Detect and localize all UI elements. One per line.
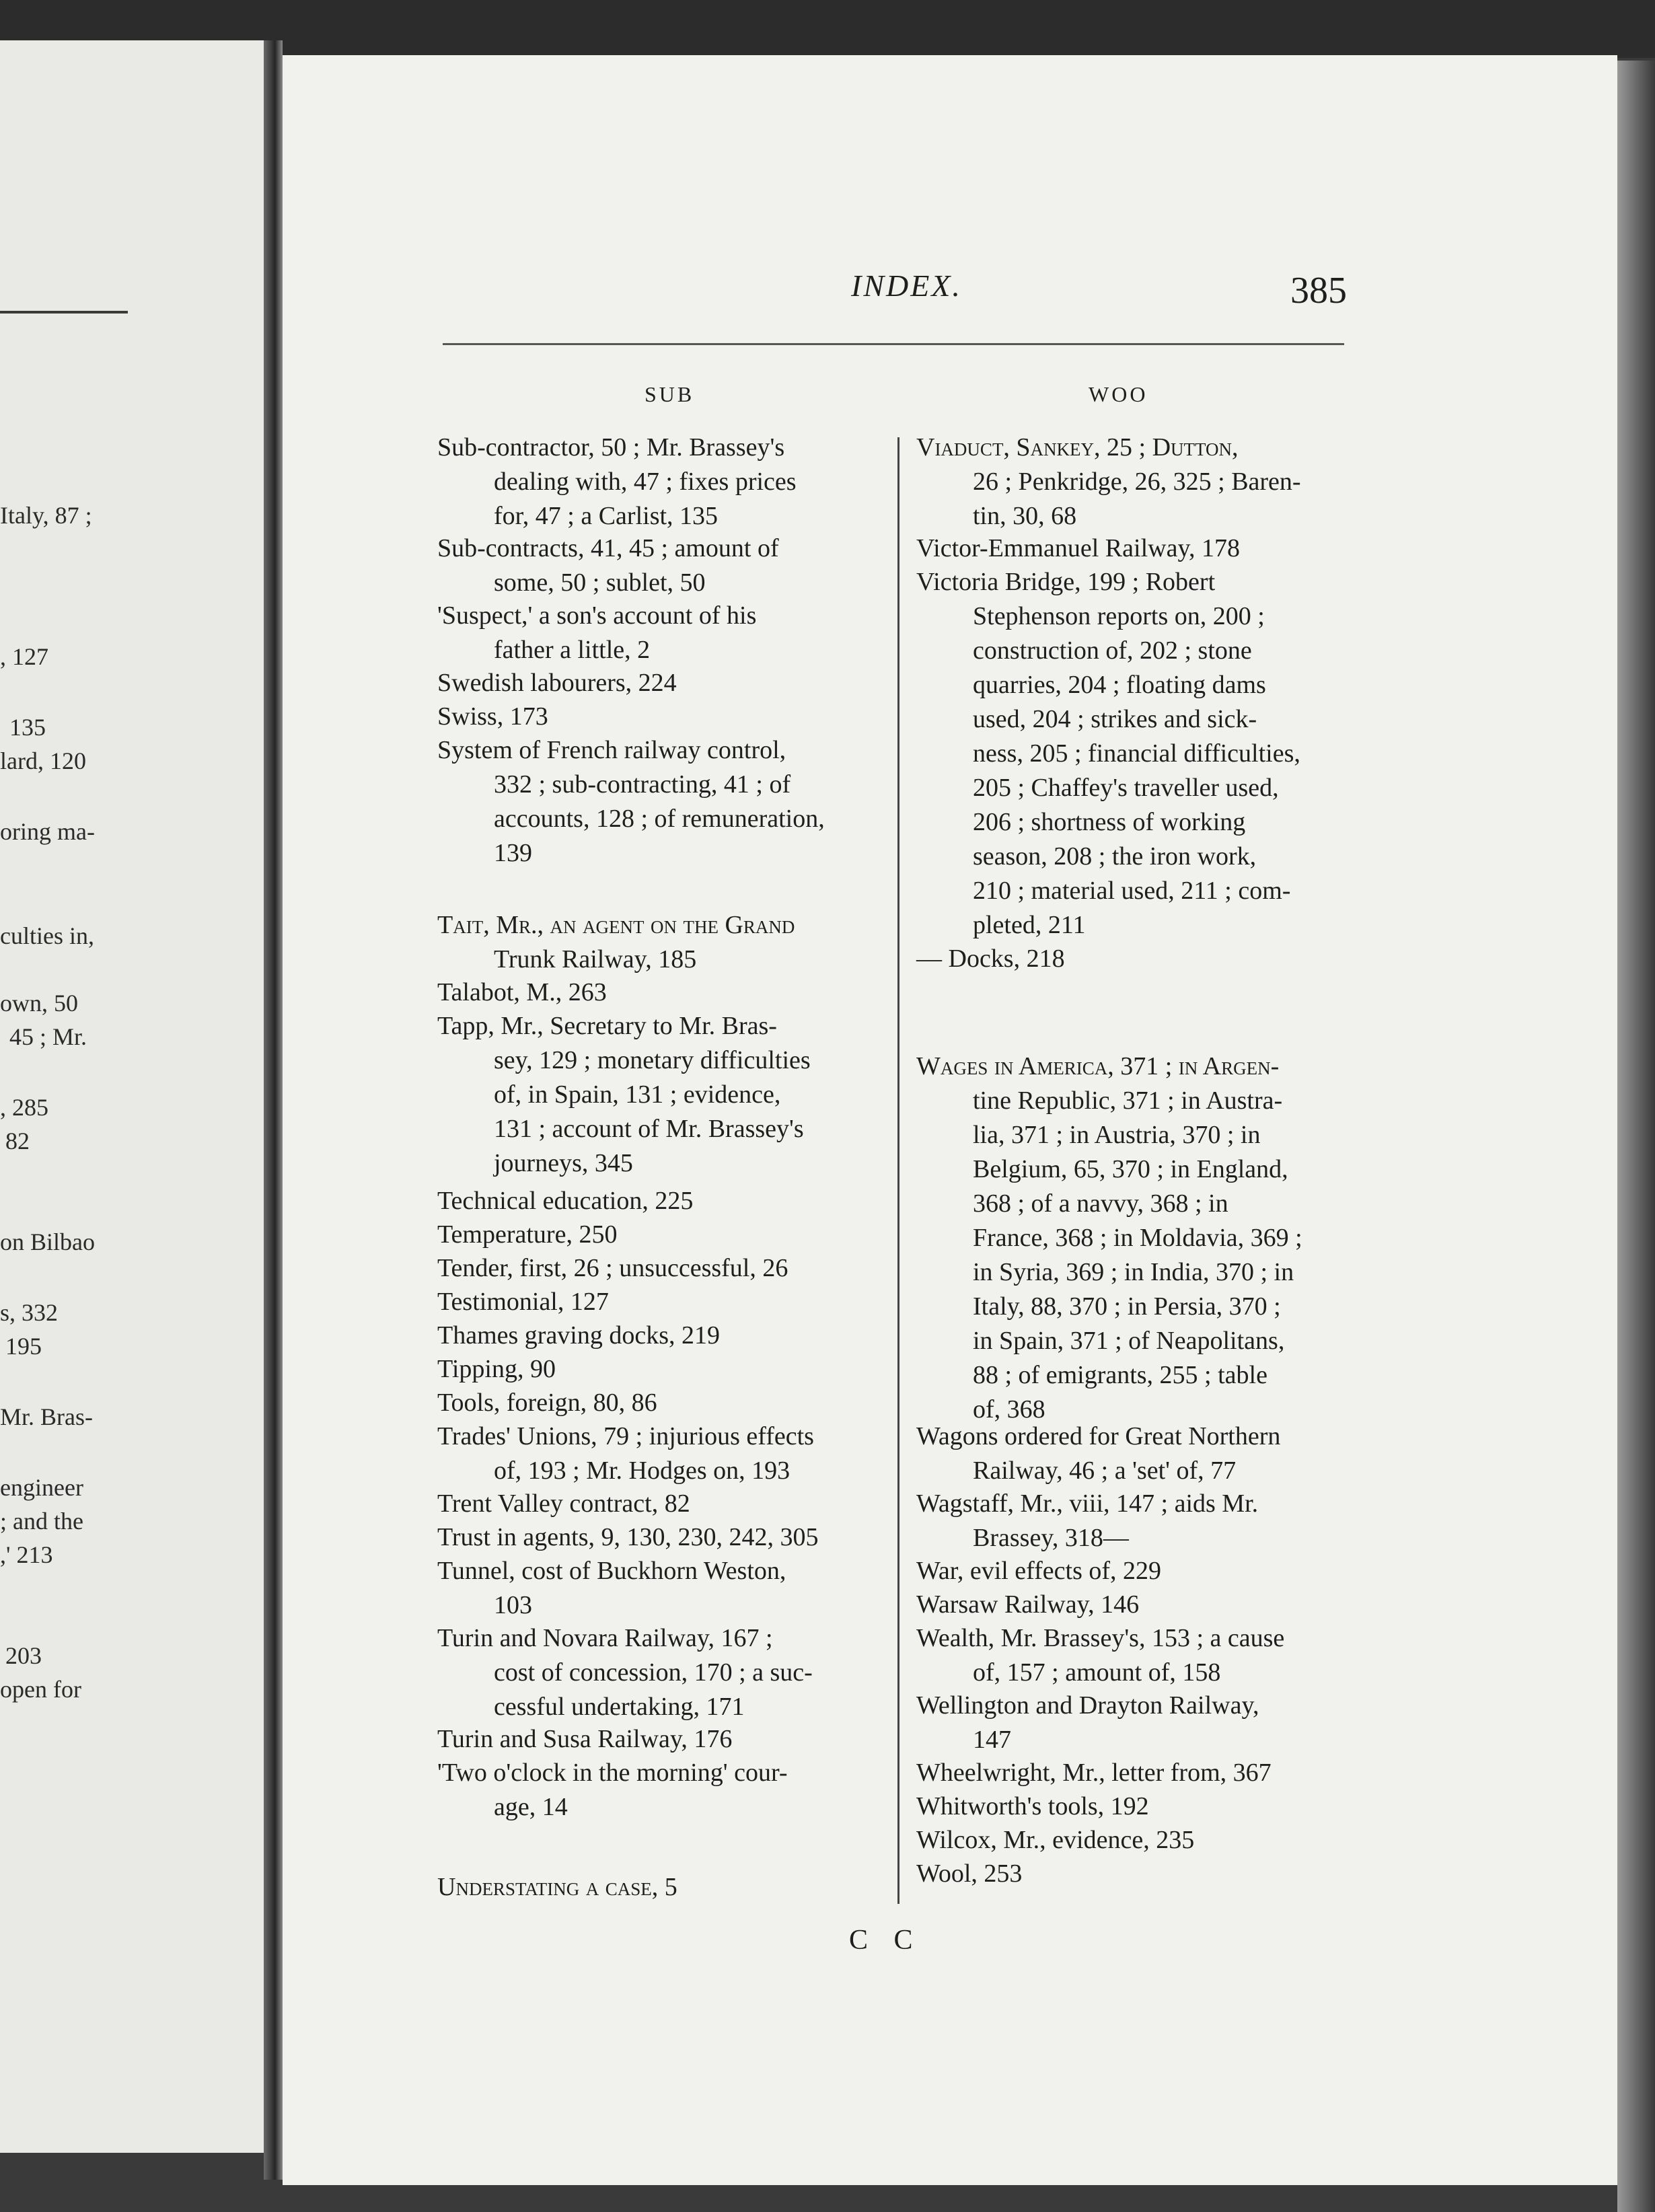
- index-entry-line: Tender, first, 26 ; unsuccessful, 26: [437, 1254, 788, 1282]
- facing-page-fragment: 82: [5, 1128, 30, 1154]
- index-entry-line: Tait, Mr., an agent on the Grand: [437, 911, 795, 939]
- index-entry-continuation: dealing with, 47 ; fixes prices: [494, 468, 797, 496]
- index-entry: [916, 942, 1065, 976]
- index-entry-line: Warsaw Railway, 146: [916, 1590, 1140, 1619]
- facing-page-fragment: engineer: [0, 1474, 83, 1501]
- index-entry-continuation: quarries, 204 ; floating dams: [973, 671, 1266, 699]
- index-entry-line: Technical education, 225: [437, 1187, 694, 1215]
- facing-page-fragment: open for: [0, 1676, 81, 1703]
- index-entry-continuation: 26 ; Penkridge, 26, 325 ; Baren-: [973, 468, 1301, 496]
- index-entry-continuation: accounts, 128 ; of remuneration,: [494, 805, 825, 833]
- running-head: INDEX.: [851, 268, 962, 303]
- index-entry-line: Tapp, Mr., Secretary to Mr. Bras-: [437, 1012, 777, 1040]
- index-entry-line: Swedish labourers, 224: [437, 669, 677, 697]
- index-entry: [437, 666, 677, 700]
- facing-page-fragment: ; and the: [0, 1508, 83, 1535]
- index-entry: [437, 1420, 814, 1488]
- index-entry-line: Wool, 253: [916, 1859, 1023, 1888]
- index-entry: [916, 565, 1300, 943]
- index-entry: [916, 1420, 1280, 1488]
- index-entry: [916, 1621, 1284, 1690]
- index-entry-line: Wagstaff, Mr., viii, 147 ; aids Mr.: [916, 1489, 1259, 1518]
- index-entry: [916, 1857, 1022, 1891]
- facing-page-fragment: ,' 213: [0, 1541, 53, 1568]
- index-entry: [916, 1756, 1272, 1790]
- index-entry-continuation: 139: [494, 839, 532, 867]
- index-entry-continuation: for, 47 ; a Carlist, 135: [494, 502, 719, 530]
- index-entry-continuation: pleted, 211: [973, 911, 1086, 939]
- index-entry-continuation: Railway, 46 ; a 'set' of, 77: [973, 1457, 1237, 1485]
- index-entry-continuation: journeys, 345: [494, 1149, 633, 1177]
- facing-page-fragment: 45 ; Mr.: [9, 1023, 87, 1050]
- index-entry-line: — Docks, 218: [916, 945, 1065, 973]
- facing-page-fragment: lard, 120: [0, 747, 86, 774]
- index-entry: [916, 1823, 1194, 1857]
- index-entry-line: Turin and Susa Railway, 176: [437, 1725, 733, 1753]
- index-entry: [437, 1285, 609, 1319]
- index-entry-continuation: lia, 371 ; in Austria, 370 ; in: [973, 1121, 1261, 1149]
- index-entry-continuation: Stephenson reports on, 200 ;: [973, 602, 1265, 630]
- column-guide-left: SUB: [645, 382, 695, 406]
- index-entry-continuation: of, in Spain, 131 ; evidence,: [494, 1080, 781, 1109]
- index-entry: [437, 1218, 617, 1252]
- index-entry: [437, 1319, 720, 1353]
- index-entry-line: Wheelwright, Mr., letter from, 367: [916, 1759, 1272, 1787]
- facing-page-fragment: , 285: [0, 1094, 48, 1121]
- index-entry-line: Trust in agents, 9, 130, 230, 242, 305: [437, 1523, 819, 1551]
- index-entry: [437, 1184, 693, 1218]
- facing-page-fragment: own, 50: [0, 990, 78, 1017]
- index-entry-line: System of French railway control,: [437, 736, 786, 764]
- index-entry-continuation: some, 50 ; sublet, 50: [494, 568, 706, 597]
- index-entry-line: Testimonial, 127: [437, 1288, 609, 1316]
- index-entry: [437, 1722, 732, 1757]
- index-entry-continuation: in Spain, 371 ; of Neapolitans,: [973, 1327, 1285, 1355]
- index-entry: [437, 1487, 690, 1521]
- header-rule: [443, 343, 1344, 345]
- index-entry-line: Victoria Bridge, 199 ; Robert: [916, 568, 1216, 596]
- index-entry: [437, 531, 779, 600]
- index-entry: [916, 1487, 1258, 1555]
- index-entry: [437, 975, 607, 1010]
- index-entry-continuation: ness, 205 ; financial difficulties,: [973, 739, 1300, 768]
- index-entry-line: Temperature, 250: [437, 1220, 618, 1249]
- index-entry-line: Swiss, 173: [437, 702, 548, 731]
- index-entry: [916, 1588, 1139, 1622]
- index-entry: [437, 1520, 819, 1555]
- index-entry-continuation: 103: [494, 1591, 532, 1619]
- facing-page-fragment: s, 332: [0, 1299, 59, 1326]
- index-entry-continuation: Brassey, 318—: [973, 1524, 1129, 1552]
- facing-page-fragment: 135: [9, 714, 46, 741]
- index-entry-continuation: father a little, 2: [494, 636, 651, 664]
- index-entry: [916, 1689, 1259, 1757]
- index-entry-continuation: 147: [973, 1726, 1011, 1754]
- index-entry-line: Sub-contractor, 50 ; Mr. Brassey's: [437, 433, 785, 462]
- facing-page-fragment: oring ma-: [0, 818, 95, 845]
- index-entry: [916, 531, 1240, 566]
- index-entry-line: Thames graving docks, 219: [437, 1321, 721, 1350]
- page-number: 385: [1290, 270, 1347, 311]
- facing-page-fragment: 195: [5, 1333, 42, 1360]
- index-entry-line: War, evil effects of, 229: [916, 1557, 1162, 1585]
- index-entry-continuation: 88 ; of emigrants, 255 ; table: [973, 1361, 1267, 1389]
- facing-page-rule: [0, 311, 128, 314]
- index-entry-continuation: construction of, 202 ; stone: [973, 636, 1252, 665]
- index-entry-line: 'Suspect,' a son's account of his: [437, 601, 757, 630]
- index-entry: [437, 1009, 811, 1181]
- index-entry-continuation: season, 208 ; the iron work,: [973, 842, 1257, 871]
- index-entry-line: Viaduct, Sankey, 25 ; Dutton,: [916, 433, 1239, 462]
- index-entry: [437, 1352, 556, 1387]
- index-entry-continuation: France, 368 ; in Moldavia, 369 ;: [973, 1224, 1302, 1252]
- index-entry: [916, 431, 1301, 533]
- index-entry: [437, 1386, 657, 1420]
- index-entry-line: Tunnel, cost of Buckhorn Weston,: [437, 1557, 786, 1585]
- index-entry: [916, 1554, 1161, 1588]
- index-entry: [916, 1790, 1149, 1824]
- index-entry-line: Understating a case, 5: [437, 1873, 677, 1901]
- index-entry-continuation: Italy, 88, 370 ; in Persia, 370 ;: [973, 1292, 1281, 1321]
- column-guide-right: WOO: [1089, 382, 1148, 406]
- index-entry-continuation: sey, 129 ; monetary difficulties: [494, 1046, 811, 1074]
- index-entry: [437, 1251, 788, 1286]
- index-entry: [437, 733, 825, 871]
- index-entry: [437, 700, 548, 734]
- facing-page: [0, 40, 264, 2153]
- index-entry-continuation: of, 157 ; amount of, 158: [973, 1658, 1221, 1687]
- index-entry-continuation: age, 14: [494, 1793, 568, 1821]
- index-entry: [437, 1756, 788, 1824]
- index-entry-continuation: of, 368: [973, 1395, 1045, 1424]
- book-gutter: [264, 40, 283, 2180]
- column-divider: [897, 437, 899, 1904]
- index-entry-continuation: tine Republic, 371 ; in Austra-: [973, 1086, 1283, 1115]
- index-entry-line: Sub-contracts, 41, 45 ; amount of: [437, 534, 779, 562]
- index-entry-line: Trent Valley contract, 82: [437, 1489, 690, 1518]
- index-entry-continuation: 205 ; Chaffey's traveller used,: [973, 774, 1279, 802]
- facing-page-fragment: Italy, 87 ;: [0, 502, 92, 529]
- index-entry-line: Whitworth's tools, 192: [916, 1792, 1149, 1820]
- index-entry-line: Wages in America, 371 ; in Argen-: [916, 1052, 1280, 1080]
- index-entry: [916, 1049, 1302, 1427]
- index-entry-line: Trades' Unions, 79 ; injurious effects: [437, 1422, 814, 1450]
- index-entry-continuation: Trunk Railway, 185: [494, 945, 697, 973]
- facing-page-fragment: Mr. Bras-: [0, 1403, 93, 1430]
- page-edge: [1617, 61, 1655, 2212]
- index-entry-continuation: Belgium, 65, 370 ; in England,: [973, 1155, 1288, 1183]
- index-entry: [437, 908, 795, 977]
- index-entry-line: Talabot, M., 263: [437, 978, 607, 1006]
- index-entry-line: Wagons ordered for Great Northern: [916, 1422, 1281, 1450]
- index-entry-line: Turin and Novara Railway, 167 ;: [437, 1624, 773, 1652]
- index-entry-line: Tools, foreign, 80, 86: [437, 1389, 657, 1417]
- facing-page-fragment: culties in,: [0, 922, 94, 949]
- index-entry-continuation: 131 ; account of Mr. Brassey's: [494, 1115, 804, 1143]
- index-entry-continuation: 332 ; sub-contracting, 41 ; of: [494, 770, 791, 799]
- index-entry-continuation: used, 204 ; strikes and sick-: [973, 705, 1257, 733]
- signature-mark: C C: [849, 1925, 922, 1956]
- index-entry-continuation: in Syria, 369 ; in India, 370 ; in: [973, 1258, 1294, 1286]
- index-entry-continuation: 206 ; shortness of working: [973, 808, 1246, 836]
- index-entry-line: Wilcox, Mr., evidence, 235: [916, 1826, 1195, 1854]
- facing-page-fragment: on Bilbao: [0, 1228, 95, 1255]
- index-entry: [437, 1621, 813, 1724]
- index-entry-line: Wellington and Drayton Railway,: [916, 1691, 1259, 1720]
- facing-page-fragment: , 127: [0, 643, 48, 670]
- index-entry-continuation: of, 193 ; Mr. Hodges on, 193: [494, 1457, 790, 1485]
- index-entry: [437, 431, 797, 533]
- facing-page-fragment: 203: [5, 1642, 42, 1669]
- index-entry-continuation: tin, 30, 68: [973, 502, 1077, 530]
- index-entry-line: Victor-Emmanuel Railway, 178: [916, 534, 1240, 562]
- index-entry-continuation: 210 ; material used, 211 ; com-: [973, 877, 1291, 905]
- index-entry-continuation: cost of concession, 170 ; a suc-: [494, 1658, 813, 1687]
- index-entry: [437, 1870, 677, 1905]
- index-entry-line: Wealth, Mr. Brassey's, 153 ; a cause: [916, 1624, 1285, 1652]
- index-entry: [437, 599, 756, 667]
- index-entry: [437, 1554, 786, 1623]
- index-entry-line: 'Two o'clock in the morning' cour-: [437, 1759, 788, 1787]
- index-entry-continuation: cessful undertaking, 171: [494, 1693, 745, 1721]
- index-entry-line: Tipping, 90: [437, 1355, 556, 1383]
- index-entry-continuation: 368 ; of a navvy, 368 ; in: [973, 1189, 1228, 1218]
